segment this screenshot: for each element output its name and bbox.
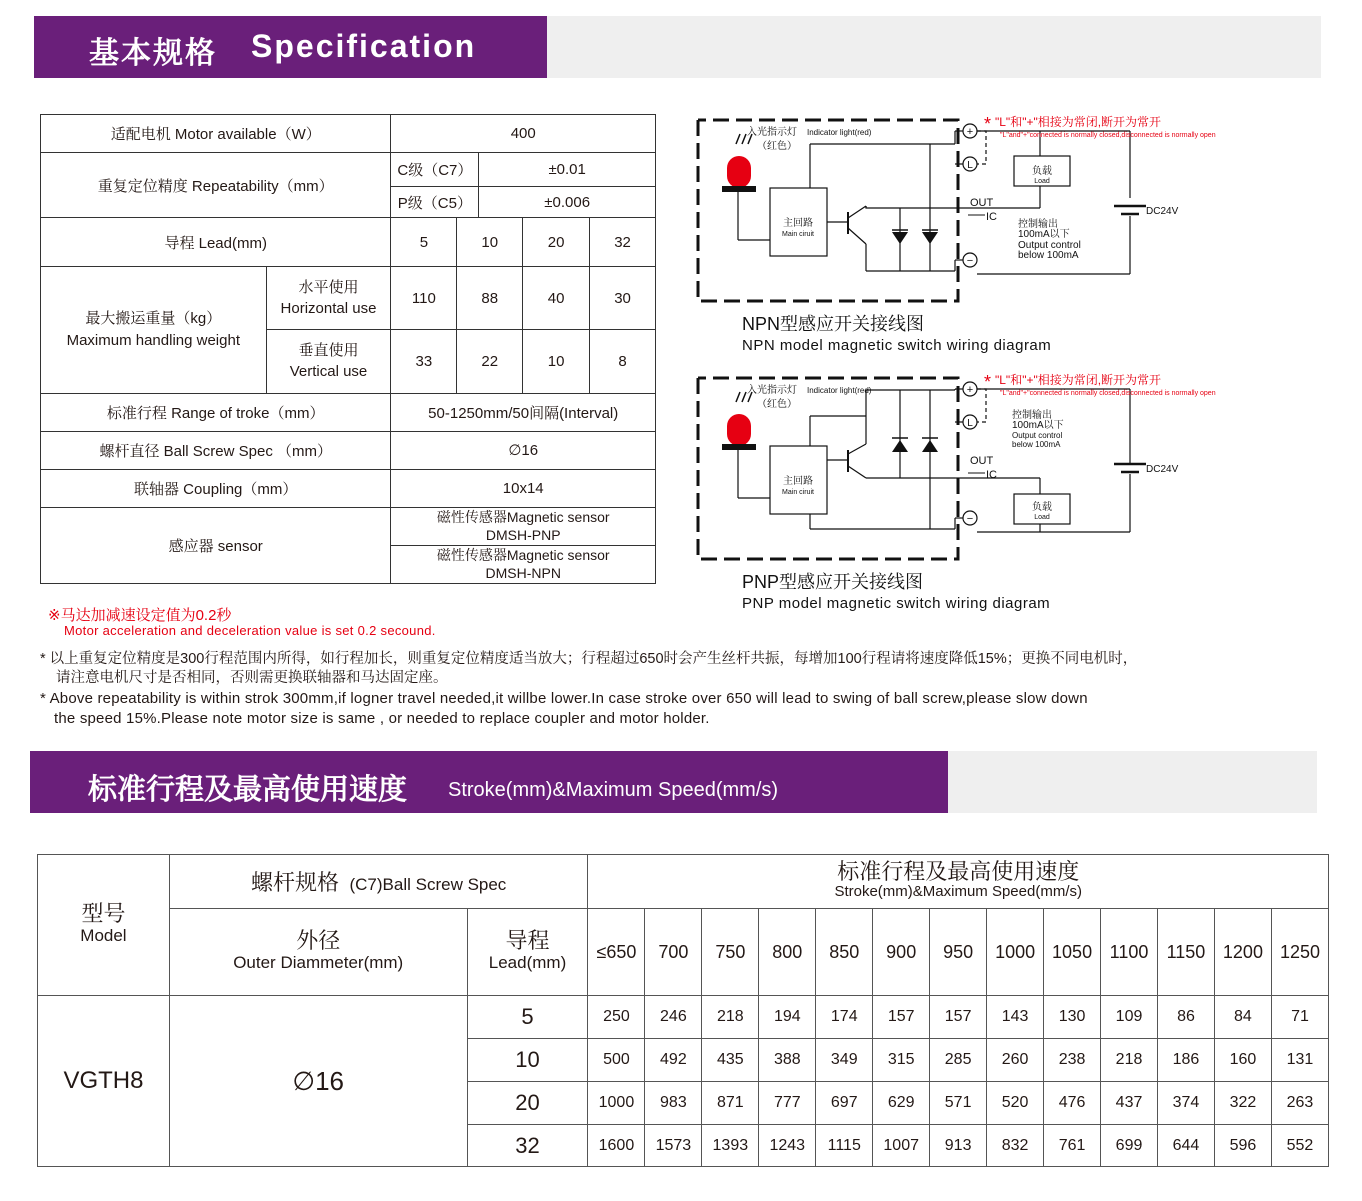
- speed-cell: 157: [930, 996, 987, 1039]
- vertical-value: 10: [523, 330, 590, 393]
- stroke-col-header: 700: [645, 909, 702, 996]
- speed-cell: 697: [816, 1082, 873, 1125]
- speed-cell: 194: [759, 996, 816, 1039]
- svg-text:L: L: [967, 418, 973, 429]
- svg-text:+: +: [966, 384, 974, 396]
- od-header-en: Outer Diammeter(mm): [233, 953, 404, 972]
- sensor-npn-line1: 磁性传感器Magnetic sensor: [436, 547, 610, 564]
- repeat-c-grade: C级（C7）: [391, 153, 479, 187]
- note-cn-1: * 以上重复定位精度是300行程范围内所得，如行程加长，则重复定位精度适当放大；行程超过650时会产生丝杆共振，每增加100行程请将速度降低15%；更换不同电机时，: [40, 651, 1138, 667]
- section-header-stroke-speed: [30, 751, 948, 813]
- speed-cell: 238: [1044, 1039, 1101, 1082]
- svg-text:Main ciruit: Main ciruit: [782, 489, 814, 496]
- speed-cell: 250: [588, 996, 645, 1039]
- sensor-npn: [391, 545, 656, 583]
- horizontal-value: 88: [457, 267, 523, 330]
- stroke-col-header: 1100: [1101, 909, 1158, 996]
- svg-text:控制输出: 控制输出: [1012, 410, 1052, 421]
- speed-cell: 777: [759, 1082, 816, 1125]
- svg-text:主回路: 主回路: [783, 476, 813, 487]
- speed-cell: 913: [930, 1125, 987, 1167]
- svg-text:主回路: 主回路: [783, 218, 813, 229]
- speed-cell: 552: [1271, 1125, 1328, 1167]
- sensor-pnp-line2: DMSH-PNP: [485, 527, 561, 544]
- speed-cell: 174: [816, 996, 873, 1039]
- vertical-value: 8: [590, 330, 656, 393]
- svg-text:"L"and"+"connected is normally: "L"and"+"connected is normally closed,disconnected is normally open: [1000, 390, 1216, 397]
- speed-cell: 131: [1271, 1039, 1328, 1082]
- speed-cell: 437: [1101, 1082, 1158, 1125]
- stroke-col-header: 800: [759, 909, 816, 996]
- speed-cell: 1007: [873, 1125, 930, 1167]
- note-red-en: "L"and"+"connected is normally closed,disconnected is normally open: [1000, 132, 1216, 139]
- svg-text:Output control: Output control: [1018, 240, 1081, 251]
- speed-cell: 84: [1214, 996, 1271, 1039]
- svg-text:（红色）: （红色）: [757, 399, 797, 410]
- repeat-c-value: ±0.01: [479, 153, 656, 187]
- pnp-title-en: PNP model magnetic switch wiring diagram: [742, 595, 1051, 612]
- horizontal-value: 40: [523, 267, 590, 330]
- stroke-value: 50-1250mm/50间隔(Interval): [391, 393, 656, 431]
- note-cn-2: 请注意电机尺寸是否相同，否则需更换联轴器和马达固定座。: [56, 670, 448, 686]
- lead-cell: 20: [467, 1082, 588, 1125]
- speed-cell: 71: [1271, 996, 1328, 1039]
- note-red-en: Motor acceleration and deceleration value is set 0.2 secound.: [64, 623, 436, 638]
- lead-cell: 32: [467, 1125, 588, 1167]
- wiring-diagrams: [690, 108, 1290, 618]
- repeat-p-grade: P级（C5）: [391, 187, 479, 218]
- coupling-value: 10x14: [391, 469, 656, 507]
- section-title-en: Stroke(mm)&Maximum Speed(mm/s): [448, 779, 779, 801]
- svg-text:+: +: [966, 126, 974, 138]
- svg-text:OUT: OUT: [970, 455, 994, 467]
- sensor-label: 感应器 sensor: [41, 507, 391, 583]
- svg-text:Load: Load: [1034, 178, 1050, 185]
- npn-title-en: NPN model magnetic switch wiring diagram: [742, 337, 1052, 354]
- speed-cell: 520: [987, 1082, 1044, 1125]
- speed-cell: 629: [873, 1082, 930, 1125]
- speed-cell: 246: [645, 996, 702, 1039]
- speed-cell: 500: [588, 1039, 645, 1082]
- spec-table: [40, 114, 656, 584]
- speed-cell: 1115: [816, 1125, 873, 1167]
- speed-cell: 1243: [759, 1125, 816, 1167]
- lead-header-cn: 导程: [505, 928, 550, 953]
- speed-cell: 699: [1101, 1125, 1158, 1167]
- stroke-col-header: 950: [930, 909, 987, 996]
- speed-cell: 983: [645, 1082, 702, 1125]
- model-header-en: Model: [80, 926, 127, 945]
- stroke-col-header: 1250: [1271, 909, 1328, 996]
- section-header-fill: [547, 16, 1321, 78]
- svg-text:负载: 负载: [1032, 502, 1052, 513]
- motor-value: 400: [391, 115, 656, 153]
- note-en-1: * Above repeatability is within strok 300mm,if logner travel needed,it willbe lower.In case stroke over 650 will lead to swing of ball screw,please slow down: [40, 690, 1088, 707]
- speed-cell: 143: [987, 996, 1044, 1039]
- od-header-cn: 外径: [296, 928, 341, 953]
- note-red-cn: ※马达加减速设定值为0.2秒: [48, 607, 232, 624]
- section-title-en: Specification: [251, 28, 477, 64]
- model-cell: VGTH8: [38, 996, 170, 1167]
- speed-cell: 571: [930, 1082, 987, 1125]
- sensor-npn-line2: DMSH-NPN: [485, 565, 561, 582]
- speed-cell: 1393: [702, 1125, 759, 1167]
- speed-header: [588, 855, 1329, 909]
- repeat-p-value: ±0.006: [479, 187, 656, 218]
- svg-text:Output control: Output control: [1012, 431, 1063, 440]
- speed-cell: 349: [816, 1039, 873, 1082]
- stroke-col-header: 1000: [987, 909, 1044, 996]
- lead-label: 导程 Lead(mm): [41, 218, 391, 267]
- vertical-label: [266, 330, 391, 393]
- svg-text:"L"和"+"相接为常闭,断开为常开: "L"和"+"相接为常闭,断开为常开: [995, 373, 1162, 387]
- svg-text:Main ciruit: Main ciruit: [782, 231, 814, 238]
- screw-spec-header: [169, 855, 588, 909]
- speed-cell: 263: [1271, 1082, 1328, 1125]
- table-row: [38, 996, 1329, 1039]
- vertical-label-en: Vertical use: [289, 363, 368, 381]
- sensor-pnp: [391, 507, 656, 545]
- note-red-cn: "L"和"+"相接为常闭,断开为常开: [995, 115, 1162, 129]
- svg-text:*: *: [984, 372, 992, 392]
- stroke-label: 标准行程 Range of troke（mm）: [41, 393, 391, 431]
- stroke-col-header: 750: [702, 909, 759, 996]
- horizontal-label-cn: 水平使用: [298, 279, 359, 297]
- od-cell: ∅16: [169, 996, 467, 1167]
- lead-value: 32: [590, 218, 656, 267]
- svg-text:below 100mA: below 100mA: [1018, 250, 1079, 261]
- stroke-col-header: 1050: [1044, 909, 1101, 996]
- speed-table: [37, 854, 1329, 1167]
- screw-value: ∅16: [391, 431, 656, 469]
- speed-cell: 761: [1044, 1125, 1101, 1167]
- speed-cell: 388: [759, 1039, 816, 1082]
- speed-cell: 315: [873, 1039, 930, 1082]
- speed-cell: 435: [702, 1039, 759, 1082]
- pnp-wiring-diagram: [698, 372, 1216, 612]
- coupling-label: 联轴器 Coupling（mm）: [41, 469, 391, 507]
- sensor-pnp-line1: 磁性传感器Magnetic sensor: [436, 509, 610, 526]
- speed-cell: 871: [702, 1082, 759, 1125]
- weight-label: [41, 267, 267, 393]
- screw-spec-en: (C7)Ball Screw Spec: [349, 875, 507, 894]
- model-header: [38, 855, 170, 996]
- model-header-cn: 型号: [81, 901, 126, 926]
- npn-title-cn: NPN型感应开关接线图: [742, 314, 925, 334]
- note-en-2: the speed 15%.Please note motor size is same , or needed to replace coupler and motor holder.: [54, 710, 710, 727]
- section-title-cn: 基本规格: [89, 37, 217, 70]
- svg-text:OUT: OUT: [970, 197, 994, 209]
- speed-cell: 492: [645, 1039, 702, 1082]
- svg-text:控制输出: 控制输出: [1018, 219, 1058, 230]
- svg-text:Indicator light(red): Indicator light(red): [807, 386, 872, 395]
- speed-cell: 1000: [588, 1082, 645, 1125]
- stroke-col-header: 850: [816, 909, 873, 996]
- svg-text:Load: Load: [1034, 514, 1050, 521]
- svg-text:负载: 负载: [1032, 166, 1052, 177]
- speed-cell: 374: [1158, 1082, 1215, 1125]
- speed-cell: 285: [930, 1039, 987, 1082]
- svg-text:IC: IC: [986, 469, 997, 481]
- horizontal-label: [266, 267, 391, 330]
- speed-cell: 644: [1158, 1125, 1215, 1167]
- indicator-color: （红色）: [757, 141, 797, 152]
- lead-value: 10: [457, 218, 523, 267]
- section-header-specification: [34, 16, 547, 78]
- vertical-value: 33: [391, 330, 457, 393]
- svg-text:100mA以下: 100mA以下: [1018, 229, 1070, 240]
- svg-text:L: L: [967, 160, 973, 171]
- lead-value: 20: [523, 218, 590, 267]
- lead-cell: 10: [467, 1039, 588, 1082]
- vertical-label-cn: 垂直使用: [298, 342, 359, 360]
- note-star: *: [984, 114, 992, 134]
- svg-text:入光指示灯: 入光指示灯: [747, 385, 797, 396]
- speed-cell: 596: [1214, 1125, 1271, 1167]
- npn-wiring-diagram: [698, 114, 1216, 354]
- indicator-label: 入光指示灯: [747, 127, 797, 138]
- svg-text:100mA以下: 100mA以下: [1012, 420, 1064, 431]
- pnp-title-cn: PNP型感应开关接线图: [742, 572, 924, 592]
- speed-cell: 1573: [645, 1125, 702, 1167]
- speed-cell: 130: [1044, 996, 1101, 1039]
- speed-cell: 160: [1214, 1039, 1271, 1082]
- lead-header: [467, 909, 588, 996]
- speed-header-en: Stroke(mm)&Maximum Speed(mm/s): [834, 882, 1082, 900]
- lead-value: 5: [391, 218, 457, 267]
- speed-cell: 186: [1158, 1039, 1215, 1082]
- stroke-col-header: 900: [873, 909, 930, 996]
- speed-cell: 260: [987, 1039, 1044, 1082]
- speed-cell: 476: [1044, 1082, 1101, 1125]
- speed-cell: 157: [873, 996, 930, 1039]
- dc-label: DC24V: [1146, 206, 1179, 217]
- section-title-cn: 标准行程及最高使用速度: [88, 774, 408, 806]
- screw-spec-cn: 螺杆规格: [251, 870, 340, 895]
- speed-cell: 322: [1214, 1082, 1271, 1125]
- svg-text:IC: IC: [986, 211, 997, 223]
- svg-text:DC24V: DC24V: [1146, 464, 1179, 475]
- svg-text:below 100mA: below 100mA: [1012, 440, 1061, 449]
- svg-text:−: −: [966, 255, 974, 267]
- speed-cell: 109: [1101, 996, 1158, 1039]
- speed-header-cn: 标准行程及最高使用速度: [837, 858, 1080, 884]
- lead-header-en: Lead(mm): [488, 953, 567, 972]
- svg-text:−: −: [966, 513, 974, 525]
- speed-cell: 832: [987, 1125, 1044, 1167]
- motor-label: 适配电机 Motor available（W）: [41, 115, 391, 153]
- lead-cell: 5: [467, 996, 588, 1039]
- indicator-label-en: Indicator light(red): [807, 128, 872, 137]
- stroke-col-header: 1150: [1158, 909, 1215, 996]
- repeat-label: 重复定位精度 Repeatability（mm）: [41, 153, 391, 218]
- od-header: [169, 909, 467, 996]
- stroke-col-header: ≤650: [588, 909, 645, 996]
- weight-label-en: Maximum handling weight: [66, 331, 240, 349]
- indicator-lamp: [727, 156, 751, 188]
- section-header-fill: [948, 751, 1317, 813]
- speed-cell: 218: [702, 996, 759, 1039]
- indicator-lamp: [727, 414, 751, 446]
- weight-label-cn: 最大搬运重量（kg）: [85, 309, 222, 327]
- screw-label: 螺杆直径 Ball Screw Spec （mm）: [41, 431, 391, 469]
- speed-cell: 218: [1101, 1039, 1158, 1082]
- horizontal-value: 30: [590, 267, 656, 330]
- speed-cell: 1600: [588, 1125, 645, 1167]
- vertical-value: 22: [457, 330, 523, 393]
- horizontal-value: 110: [391, 267, 457, 330]
- horizontal-label-en: Horizontal use: [280, 300, 377, 318]
- speed-cell: 86: [1158, 996, 1215, 1039]
- stroke-col-header: 1200: [1214, 909, 1271, 996]
